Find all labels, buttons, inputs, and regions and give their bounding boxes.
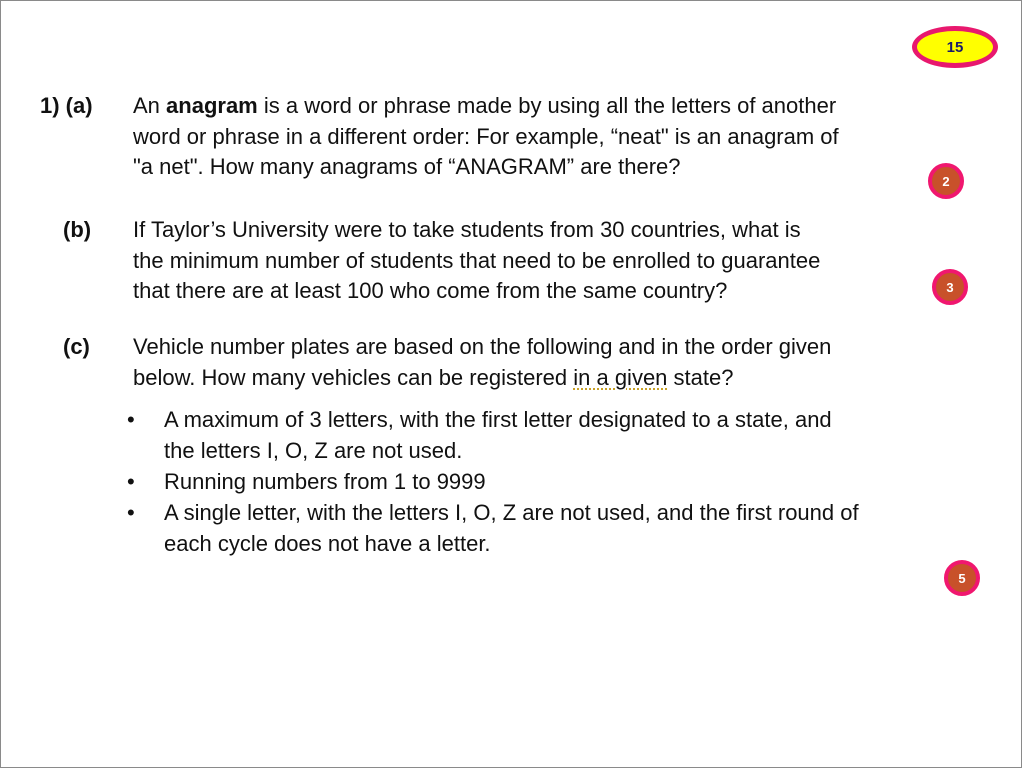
bullet-2-line-1: Running numbers from 1 to 9999	[164, 469, 486, 494]
question-c-line-2-pre: below. How many vehicles can be registered	[133, 364, 574, 390]
spellcheck-underlined-phrase: in a given	[573, 364, 668, 390]
question-c-bullet-list	[124, 404, 859, 559]
question-a-marks-badge	[928, 163, 964, 199]
question-a-line-1-rest: is a word or phrase made by using all the letters of another	[257, 93, 837, 118]
question-b-text	[133, 215, 820, 307]
question-b-label: (b)	[63, 217, 92, 242]
question-c-marks-badge	[944, 560, 980, 596]
question-a-line-1	[133, 91, 839, 122]
question-b-marks-badge	[932, 269, 968, 305]
question-c-line-1: Vehicle number plates are based on the following and in the order given	[133, 334, 832, 359]
bullet-dot: •	[127, 500, 135, 525]
bullet-1-line-2: the letters I, O, Z are not used.	[164, 438, 463, 463]
question-a-text	[133, 91, 839, 183]
question-b-line-3: that there are at least 100 who come from the same country?	[133, 278, 728, 303]
bullet-dot: •	[127, 407, 135, 432]
question-c-label: (c)	[63, 334, 90, 359]
total-marks-value: 15	[946, 38, 964, 56]
question-b-line-1: If Taylor’s University were to take students from 30 countries, what is	[133, 217, 801, 242]
question-c-marks: 5	[958, 570, 966, 586]
bullet-item-2	[124, 466, 859, 497]
bullet-3-line-2: each cycle does not have a letter.	[164, 531, 491, 556]
question-c-line-2-post: state?	[667, 364, 734, 390]
question-c-line-2	[133, 363, 831, 394]
question-a-marks: 2	[942, 173, 950, 189]
total-marks-badge	[912, 26, 998, 68]
bullet-3-line-1: A single letter, with the letters I, O, Z are not used, and the first round of	[164, 500, 859, 525]
bullet-item-1	[124, 404, 859, 466]
question-b-marks: 3	[946, 279, 954, 295]
question-a-line-3: "a net". How many anagrams of “ANAGRAM” are there?	[133, 154, 681, 179]
bullet-item-3	[124, 497, 859, 559]
question-a-text-pre: An	[133, 93, 167, 118]
bullet-1-line-1: A maximum of 3 letters, with the first letter designated to a state, and	[164, 407, 832, 432]
question-c-text	[133, 332, 831, 393]
question-a-line-2: word or phrase in a different order: For example, “neat" is an anagram of	[133, 123, 839, 149]
question-b-line-2: the minimum number of students that need to be enrolled to guarantee	[133, 247, 821, 273]
bullet-dot: •	[127, 469, 135, 494]
question-a-label: 1) (a)	[40, 93, 93, 118]
anagram-term: anagram	[166, 93, 258, 118]
